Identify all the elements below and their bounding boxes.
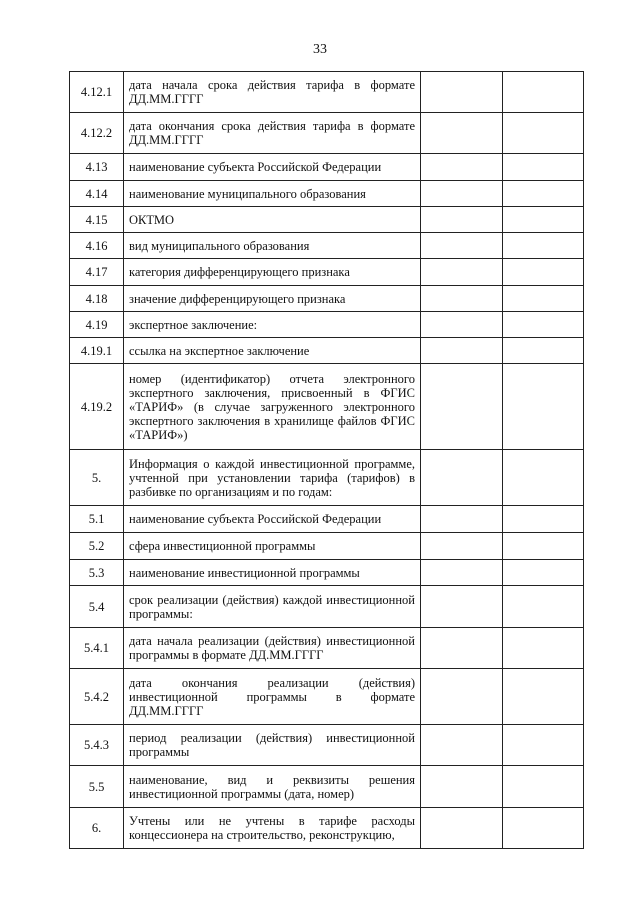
row-description-cell: период реализации (действия) инвестиционной программы — [124, 725, 421, 766]
table-row — [70, 312, 584, 338]
empty-value-cell — [421, 154, 503, 181]
table-row — [70, 506, 584, 533]
row-number-cell: 5.4.2 — [70, 669, 124, 725]
empty-value-cell — [503, 533, 584, 560]
table-body — [70, 72, 584, 849]
table-row — [70, 72, 584, 113]
table-row — [70, 669, 584, 725]
table-row — [70, 450, 584, 506]
row-number-cell: 5.3 — [70, 560, 124, 586]
table-row — [70, 725, 584, 766]
empty-value-cell — [503, 113, 584, 154]
table-row — [70, 207, 584, 233]
empty-value-cell — [503, 560, 584, 586]
row-number-cell: 5.4.3 — [70, 725, 124, 766]
row-number-cell: 4.12.2 — [70, 113, 124, 154]
empty-value-cell — [421, 533, 503, 560]
empty-value-cell — [421, 808, 503, 849]
table-row — [70, 560, 584, 586]
empty-value-cell — [421, 259, 503, 286]
empty-value-cell — [503, 181, 584, 207]
row-description-cell: ОКТМО — [124, 207, 421, 233]
empty-value-cell — [421, 586, 503, 628]
empty-value-cell — [503, 338, 584, 364]
table-row — [70, 533, 584, 560]
empty-value-cell — [503, 312, 584, 338]
empty-value-cell — [503, 364, 584, 450]
row-description-cell: дата начала реализации (действия) инвестиционной программы в формате ДД.ММ.ГГГГ — [124, 628, 421, 669]
empty-value-cell — [503, 450, 584, 506]
empty-value-cell — [503, 586, 584, 628]
empty-value-cell — [421, 286, 503, 312]
row-description-cell: наименование инвестиционной программы — [124, 560, 421, 586]
row-description-cell: значение дифференцирующего признака — [124, 286, 421, 312]
table-row — [70, 586, 584, 628]
table-row — [70, 113, 584, 154]
row-number-cell: 4.18 — [70, 286, 124, 312]
row-number-cell: 5.4 — [70, 586, 124, 628]
row-number-cell: 5.2 — [70, 533, 124, 560]
row-number-cell: 5.1 — [70, 506, 124, 533]
empty-value-cell — [503, 506, 584, 533]
empty-value-cell — [503, 286, 584, 312]
empty-value-cell — [421, 669, 503, 725]
empty-value-cell — [503, 72, 584, 113]
row-description-cell: наименование субъекта Российской Федерации — [124, 506, 421, 533]
row-description-cell: дата окончания срока действия тарифа в формате ДД.ММ.ГГГГ — [124, 113, 421, 154]
row-number-cell: 4.14 — [70, 181, 124, 207]
empty-value-cell — [421, 766, 503, 808]
row-number-cell: 5.5 — [70, 766, 124, 808]
empty-value-cell — [421, 364, 503, 450]
row-number-cell: 4.13 — [70, 154, 124, 181]
table-row — [70, 181, 584, 207]
table-row — [70, 808, 584, 849]
row-description-cell: Учтены или не учтены в тарифе расходы концессионера на строительство, реконструкцию, — [124, 808, 421, 849]
row-description-cell: номер (идентификатор) отчета электронного экспертного заключения, присвоенный в ФГИС «ТАРИФ» (в случае загруженного электронного экспертного заключения в хранилище файлов ФГИС «ТАРИФ») — [124, 364, 421, 450]
row-number-cell: 6. — [70, 808, 124, 849]
row-description-cell: Информация о каждой инвестиционной программе, учтенной при установлении тарифа (тарифов) в разбивке по организациям и по годам: — [124, 450, 421, 506]
row-description-cell: дата окончания реализации (действия) инвестиционной программы в формате ДД.ММ.ГГГГ — [124, 669, 421, 725]
row-description-cell: вид муниципального образования — [124, 233, 421, 259]
row-description-cell: категория дифференцирующего признака — [124, 259, 421, 286]
empty-value-cell — [503, 154, 584, 181]
row-description-cell: ссылка на экспертное заключение — [124, 338, 421, 364]
empty-value-cell — [421, 72, 503, 113]
table-row — [70, 766, 584, 808]
empty-value-cell — [503, 766, 584, 808]
empty-value-cell — [421, 338, 503, 364]
empty-value-cell — [421, 233, 503, 259]
row-number-cell: 4.19 — [70, 312, 124, 338]
table-row — [70, 628, 584, 669]
row-number-cell: 5.4.1 — [70, 628, 124, 669]
row-number-cell: 5. — [70, 450, 124, 506]
row-description-cell: срок реализации (действия) каждой инвестиционной программы: — [124, 586, 421, 628]
empty-value-cell — [421, 725, 503, 766]
row-description-cell: наименование субъекта Российской Федерации — [124, 154, 421, 181]
row-description-cell: экспертное заключение: — [124, 312, 421, 338]
row-number-cell: 4.17 — [70, 259, 124, 286]
row-number-cell: 4.19.1 — [70, 338, 124, 364]
empty-value-cell — [421, 628, 503, 669]
empty-value-cell — [503, 725, 584, 766]
row-description-cell: наименование, вид и реквизиты решения инвестиционной программы (дата, номер) — [124, 766, 421, 808]
empty-value-cell — [421, 207, 503, 233]
row-description-cell: наименование муниципального образования — [124, 181, 421, 207]
empty-value-cell — [421, 312, 503, 338]
empty-value-cell — [503, 233, 584, 259]
table-row — [70, 259, 584, 286]
empty-value-cell — [503, 207, 584, 233]
row-number-cell: 4.16 — [70, 233, 124, 259]
empty-value-cell — [503, 259, 584, 286]
page-number: 33 — [313, 42, 327, 57]
empty-value-cell — [503, 628, 584, 669]
row-description-cell: сфера инвестиционной программы — [124, 533, 421, 560]
data-table — [69, 71, 584, 849]
empty-value-cell — [421, 560, 503, 586]
row-description-cell: дата начала срока действия тарифа в формате ДД.ММ.ГГГГ — [124, 72, 421, 113]
row-number-cell: 4.15 — [70, 207, 124, 233]
empty-value-cell — [421, 450, 503, 506]
table-row — [70, 286, 584, 312]
empty-value-cell — [503, 669, 584, 725]
empty-value-cell — [421, 113, 503, 154]
empty-value-cell — [421, 181, 503, 207]
empty-value-cell — [503, 808, 584, 849]
table-row — [70, 233, 584, 259]
table-row — [70, 364, 584, 450]
row-number-cell: 4.19.2 — [70, 364, 124, 450]
table-row — [70, 338, 584, 364]
row-number-cell: 4.12.1 — [70, 72, 124, 113]
table-row — [70, 154, 584, 181]
empty-value-cell — [421, 506, 503, 533]
